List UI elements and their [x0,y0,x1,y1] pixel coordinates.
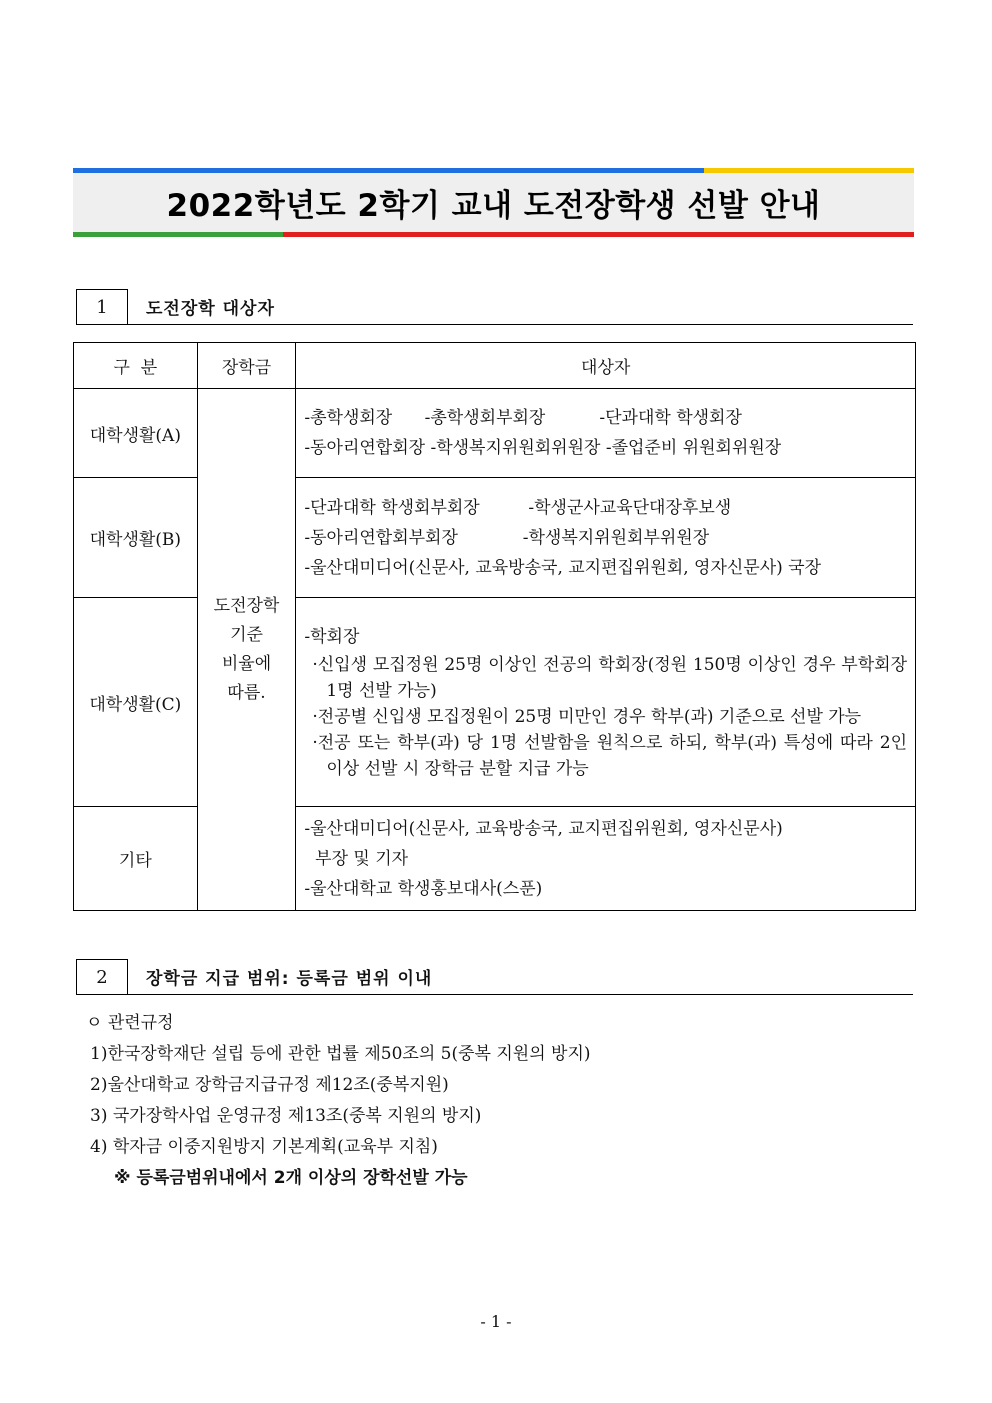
section-2-title: 장학금 지급 범위: 등록금 범위 이내 [146,968,433,989]
page-number: - 1 - [480,1312,512,1331]
amount-line: 따름. [227,682,266,703]
amount-line: 기준 [230,624,263,645]
regulations-heading: ㅇ 관련규정 [86,1013,174,1033]
amount-line: 비율에 [221,653,272,674]
regulations-note: ※ 등록금범위내에서 2개 이상의 장학선발 가능 [114,1168,468,1188]
section-2-header [76,959,913,995]
section-1-header [76,289,913,325]
target-bullet: ·전공별 신입생 모집정원이 25명 미만인 경우 학부(과) 기준으로 선발 가능 [312,707,862,727]
banner-bottom-green [73,232,283,237]
target-bullet: ·전공 또는 학부(과) 당 1명 선발함을 원칙으로 하되, 학부(과) 특성에 따라 2인 이상 선발 시 장학금 분할 지급 가능 [312,733,907,779]
list-item: 2)울산대학교 장학금지급규정 제12조(중복지원) [90,1075,449,1095]
row-category: 대학생활(A) [74,389,198,478]
target-bullet: ·신입생 모집정원 25명 이상인 전공의 학회장(정원 150명 이상인 경우 부학회장 1명 선발 가능) [312,655,907,701]
target-line: -총학생회장 -총학생회부회장 -단과대학 학생회장 [304,408,742,428]
section-1-number: 1 [76,289,128,324]
amount-line: 도전장학 [213,595,280,616]
section-2-number: 2 [76,959,128,994]
target-line: -학회장 [304,627,360,647]
header-target: 대상자 [296,343,916,389]
list-item: 1)한국장학재단 설립 등에 관한 법률 제50조의 5(중복 지원의 방지) [90,1044,591,1064]
eligibility-table [73,342,916,911]
target-line: 부장 및 기자 [304,848,409,869]
page-title: 2022학년도 2학기 교내 도전장학생 선발 안내 [166,188,821,224]
target-line: -울산대학교 학생홍보대사(스푼) [304,878,543,899]
row-target [296,389,916,478]
banner-bottom-bar [73,232,914,237]
row-category: 대학생활(C) [74,598,198,807]
banner-bottom-red [283,232,914,237]
header-category: 구 분 [74,343,198,389]
scholarship-amount-cell [197,389,296,911]
section-1-rule [76,324,913,325]
row-category: 기타 [74,807,198,911]
title-box [73,173,914,232]
header-scholarship: 장학금 [197,343,296,389]
title-banner [73,168,914,237]
row-target [296,807,916,911]
target-line: -울산대미디어(신문사, 교육방송국, 교지편집위원회, 영자신문사) [304,818,783,839]
list-item: 4) 학자금 이중지원방지 기본계획(교육부 지침) [90,1137,438,1157]
target-line: -동아리연합회부회장 -학생복지위원회부위원장 [304,527,710,548]
target-line: -동아리연합회장 -학생복지위원회위원장 -졸업준비 위원회위원장 [304,438,782,458]
section-2-rule [76,994,913,995]
target-line: -울산대미디어(신문사, 교육방송국, 교지편집위원회, 영자신문사) 국장 [304,557,822,578]
target-line: -단과대학 학생회부회장 -학생군사교육단대장후보생 [304,497,732,518]
row-target [296,598,916,807]
table-row [74,389,916,478]
section-1-title: 도전장학 대상자 [146,298,275,319]
list-item: 3) 국가장학사업 운영규정 제13조(중복 지원의 방지) [90,1106,482,1126]
row-target [296,478,916,598]
row-category: 대학생활(B) [74,478,198,598]
table-header-row [74,343,916,389]
regulations-list [86,1008,591,1194]
